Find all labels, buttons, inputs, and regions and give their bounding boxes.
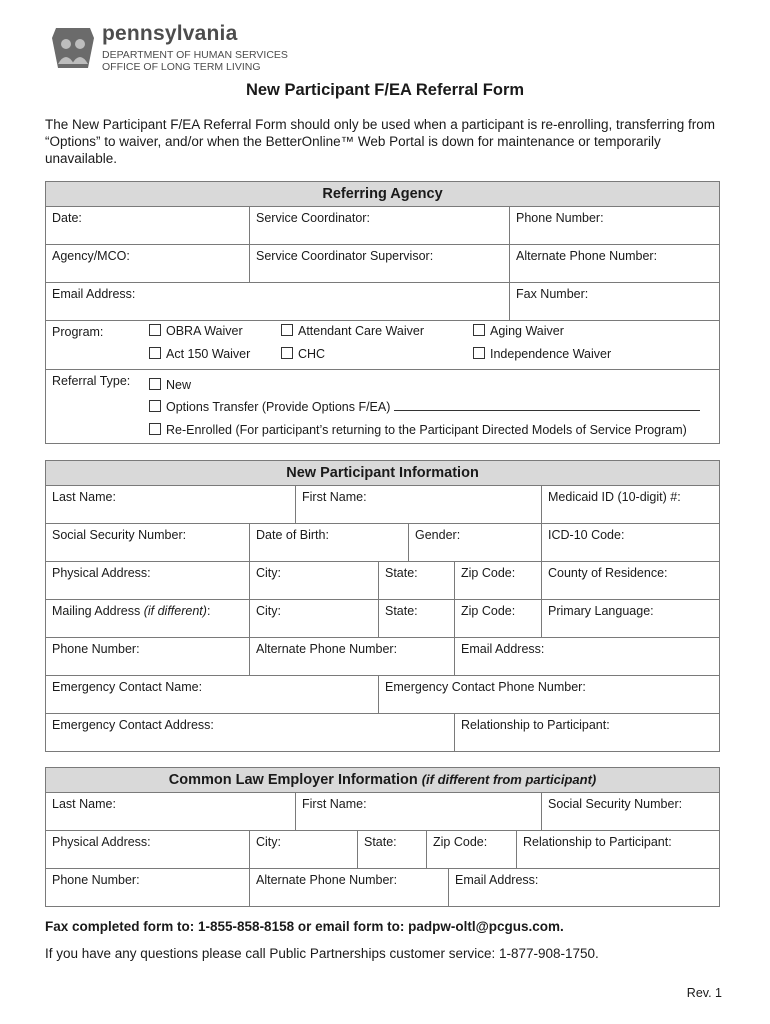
primary-language-field[interactable]: Primary Language:: [542, 600, 720, 638]
service-coordinator-field[interactable]: Service Coordinator:: [250, 207, 510, 245]
mailing-zip-field[interactable]: Zip Code:: [455, 600, 542, 638]
gender-field[interactable]: Gender:: [409, 524, 542, 562]
checkbox-icon[interactable]: [149, 423, 161, 435]
sc-supervisor-field[interactable]: Service Coordinator Supervisor:: [250, 245, 510, 283]
participant-table: [45, 460, 720, 752]
emergency-name-field[interactable]: Emergency Contact Name:: [46, 676, 379, 714]
referral-type-row: [46, 370, 720, 444]
mailing-address-field[interactable]: Mailing Address (if different):: [46, 600, 250, 638]
employer-table: [45, 767, 720, 907]
employer-ssn-field[interactable]: Social Security Number:: [542, 793, 720, 831]
agency-field[interactable]: Agency/MCO:: [46, 245, 250, 283]
emergency-address-field[interactable]: Emergency Contact Address:: [46, 714, 455, 752]
participant-email-field[interactable]: Email Address:: [455, 638, 720, 676]
referral-re-enrolled-option[interactable]: Re-Enrolled (For participant’s returning to the Participant Directed Models of Service Program): [149, 423, 687, 437]
program-aging-option[interactable]: Aging Waiver: [473, 324, 564, 338]
last-name-field[interactable]: Last Name:: [46, 486, 296, 524]
dob-field[interactable]: Date of Birth:: [250, 524, 409, 562]
referring-agency-heading: Referring Agency: [46, 182, 720, 207]
fax-field[interactable]: Fax Number:: [510, 283, 720, 321]
zip-field[interactable]: Zip Code:: [455, 562, 542, 600]
checkbox-icon[interactable]: [149, 347, 161, 359]
mailing-city-field[interactable]: City:: [250, 600, 379, 638]
pa-keystone-people-icon: [50, 24, 96, 70]
referral-options-transfer-option[interactable]: Options Transfer (Provide Options F/EA): [149, 400, 700, 414]
employer-relationship-field[interactable]: Relationship to Participant:: [517, 831, 720, 869]
program-obra-option[interactable]: OBRA Waiver: [149, 324, 243, 338]
icd10-field[interactable]: ICD-10 Code:: [542, 524, 720, 562]
revision-label: Rev. 1: [686, 986, 722, 1000]
relationship-field[interactable]: Relationship to Participant:: [455, 714, 720, 752]
options-fea-line[interactable]: [394, 400, 700, 411]
intro-text: The New Participant F/EA Referral Form should only be used when a participant is re-enrolling, transferring from “Options” to waiver, and/or when the BetterOnline™ Web Portal is down for maintenance or temporarily unavailable.: [45, 117, 716, 166]
checkbox-icon[interactable]: [149, 324, 161, 336]
program-attendant-care-option[interactable]: Attendant Care Waiver: [281, 324, 424, 338]
alt-phone-field[interactable]: Alternate Phone Number:: [510, 245, 720, 283]
employer-last-name-field[interactable]: Last Name:: [46, 793, 296, 831]
page-title: New Participant F/EA Referral Form: [245, 81, 525, 99]
employer-alt-phone-field[interactable]: Alternate Phone Number:: [250, 869, 449, 907]
checkbox-icon[interactable]: [281, 324, 293, 336]
mailing-state-field[interactable]: State:: [379, 600, 455, 638]
program-chc-option[interactable]: CHC: [281, 347, 325, 361]
brand-name: pennsylvania: [102, 22, 238, 45]
employer-state-field[interactable]: State:: [358, 831, 427, 869]
fax-instructions: Fax completed form to: 1-855-858-8158 or email form to: padpw-oltl@pcgus.com.: [45, 919, 564, 934]
state-field[interactable]: State:: [379, 562, 455, 600]
county-field[interactable]: County of Residence:: [542, 562, 720, 600]
program-label: Program:: [52, 325, 104, 339]
date-field[interactable]: Date:: [46, 207, 250, 245]
medicaid-id-field[interactable]: Medicaid ID (10-digit) #:: [542, 486, 720, 524]
program-act150-option[interactable]: Act 150 Waiver: [149, 347, 250, 361]
participant-alt-phone-field[interactable]: Alternate Phone Number:: [250, 638, 455, 676]
employer-phone-field[interactable]: Phone Number:: [46, 869, 250, 907]
participant-heading: New Participant Information: [46, 461, 720, 486]
checkbox-icon[interactable]: [149, 400, 161, 412]
employer-heading: Common Law Employer Information (if different from participant): [46, 768, 720, 793]
physical-address-field[interactable]: Physical Address:: [46, 562, 250, 600]
referral-new-option[interactable]: New: [149, 378, 191, 392]
city-field[interactable]: City:: [250, 562, 379, 600]
phone-field[interactable]: Phone Number:: [510, 207, 720, 245]
checkbox-icon[interactable]: [281, 347, 293, 359]
checkbox-icon[interactable]: [473, 324, 485, 336]
employer-city-field[interactable]: City:: [250, 831, 358, 869]
program-independence-option[interactable]: Independence Waiver: [473, 347, 611, 361]
program-row: [46, 321, 720, 370]
questions-note: If you have any questions please call Public Partnerships customer service: 1-877-908-1750.: [45, 946, 599, 961]
employer-email-field[interactable]: Email Address:: [449, 869, 720, 907]
referring-agency-table: [45, 181, 720, 444]
checkbox-icon[interactable]: [149, 378, 161, 390]
first-name-field[interactable]: First Name:: [296, 486, 542, 524]
employer-first-name-field[interactable]: First Name:: [296, 793, 542, 831]
email-field[interactable]: Email Address:: [46, 283, 510, 321]
ssn-field[interactable]: Social Security Number:: [46, 524, 250, 562]
participant-phone-field[interactable]: Phone Number:: [46, 638, 250, 676]
employer-zip-field[interactable]: Zip Code:: [427, 831, 517, 869]
emergency-phone-field[interactable]: Emergency Contact Phone Number:: [379, 676, 720, 714]
referral-type-label: Referral Type:: [52, 374, 131, 388]
employer-physical-address-field[interactable]: Physical Address:: [46, 831, 250, 869]
department-name: DEPARTMENT OF HUMAN SERVICES OFFICE OF LONG TERM LIVING: [102, 49, 288, 73]
checkbox-icon[interactable]: [473, 347, 485, 359]
pa-logo: [50, 22, 288, 73]
